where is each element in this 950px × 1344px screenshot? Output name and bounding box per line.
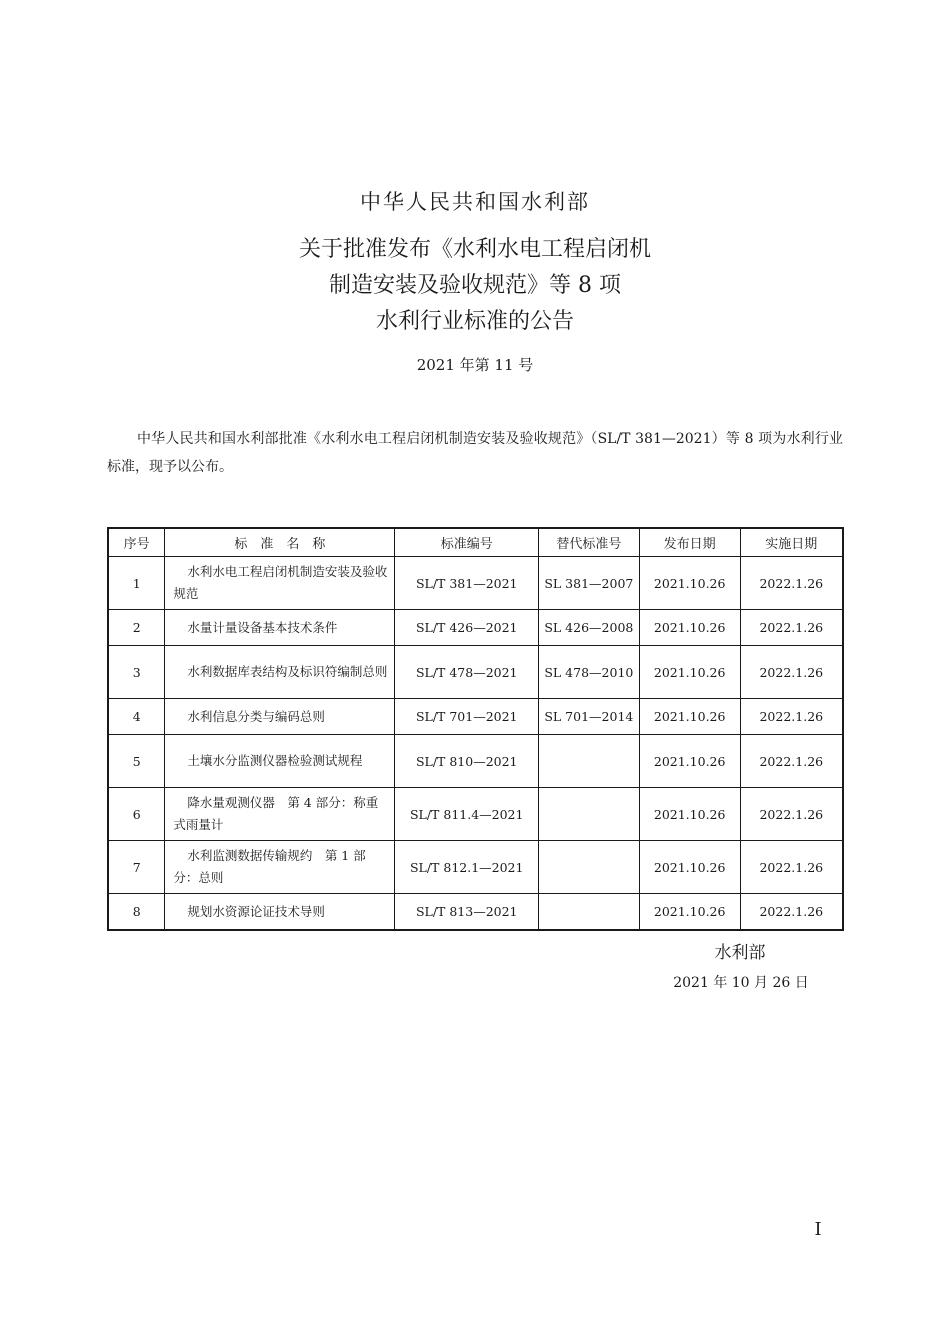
header-standard-name: 标 准 名 称: [165, 528, 395, 557]
title-line: 制造安装及验收规范》等 8 项: [329, 273, 621, 298]
published-cell: 2021.10.26: [639, 894, 740, 931]
effective-cell: 2022.1.26: [740, 735, 843, 788]
table-row: [108, 735, 843, 788]
table-row: [108, 610, 843, 646]
header-publish-date: 发布日期: [639, 528, 740, 557]
page-number: I: [814, 1219, 822, 1240]
effective-cell: 2022.1.26: [740, 788, 843, 841]
name-cell: 水利水电工程启闭机制造安装及验收规范: [165, 557, 395, 610]
table-header-row: [108, 528, 843, 557]
name-cell: 水量计量设备基本技术条件: [165, 610, 395, 646]
announcement-paragraph: 中华人民共和国水利部批准《水利水电工程启闭机制造安装及验收规范》（SL/T 381—2021）等 8 项为水利行业标准，现予以公布。: [107, 431, 843, 475]
effective-cell: 2022.1.26: [740, 841, 843, 894]
name-cell: 水利信息分类与编码总则: [165, 699, 395, 735]
name-cell: 规划水资源论证技术导则: [165, 894, 395, 931]
standards-table: [107, 527, 844, 931]
header-effective-date: 实施日期: [740, 528, 843, 557]
code-cell: SL/T 813—2021: [395, 894, 539, 931]
published-cell: 2021.10.26: [639, 610, 740, 646]
table-row: [108, 788, 843, 841]
replaces-cell: SL 381—2007: [539, 557, 640, 610]
serial-cell: 8: [108, 894, 165, 931]
code-cell: SL/T 426—2021: [395, 610, 539, 646]
name-cell: 土壤水分监测仪器检验测试规程: [165, 735, 395, 788]
table-row: [108, 841, 843, 894]
serial-cell: 2: [108, 610, 165, 646]
issuing-organization: 中华人民共和国水利部: [360, 190, 590, 214]
replaces-cell: SL 701—2014: [539, 699, 640, 735]
header-serial: 序号: [108, 528, 165, 557]
table-row: [108, 894, 843, 931]
table-row: [108, 699, 843, 735]
serial-cell: 1: [108, 557, 165, 610]
published-cell: 2021.10.26: [639, 557, 740, 610]
effective-cell: 2022.1.26: [740, 557, 843, 610]
serial-cell: 3: [108, 646, 165, 699]
published-cell: 2021.10.26: [639, 735, 740, 788]
replaces-cell: SL 478—2010: [539, 646, 640, 699]
code-cell: SL/T 478—2021: [395, 646, 539, 699]
replaces-cell: [539, 788, 640, 841]
code-cell: SL/T 701—2021: [395, 699, 539, 735]
header-replaced-code: 替代标准号: [539, 528, 640, 557]
replaces-cell: [539, 841, 640, 894]
serial-cell: 7: [108, 841, 165, 894]
signature: 水利部: [714, 943, 766, 963]
code-cell: SL/T 381—2021: [395, 557, 539, 610]
document-number: 2021 年第 11 号: [416, 356, 534, 374]
replaces-cell: [539, 735, 640, 788]
table-row: [108, 557, 843, 610]
serial-cell: 4: [108, 699, 165, 735]
name-cell: 水利数据库表结构及标识符编制总则: [165, 646, 395, 699]
replaces-cell: SL 426—2008: [539, 610, 640, 646]
published-cell: 2021.10.26: [639, 646, 740, 699]
title-line: 水利行业标准的公告: [375, 309, 574, 334]
published-cell: 2021.10.26: [639, 841, 740, 894]
name-cell: 水利监测数据传输规约 第 1 部分：总则: [165, 841, 395, 894]
signature-date: 2021 年 10 月 26 日: [673, 975, 809, 991]
effective-cell: 2022.1.26: [740, 646, 843, 699]
code-cell: SL/T 810—2021: [395, 735, 539, 788]
replaces-cell: [539, 894, 640, 931]
effective-cell: 2022.1.26: [740, 699, 843, 735]
published-cell: 2021.10.26: [639, 699, 740, 735]
announcement-title: [0, 232, 950, 340]
serial-cell: 6: [108, 788, 165, 841]
table-row: [108, 646, 843, 699]
code-cell: SL/T 811.4—2021: [395, 788, 539, 841]
title-line: 关于批准发布《水利水电工程启闭机: [298, 237, 651, 262]
effective-cell: 2022.1.26: [740, 894, 843, 931]
published-cell: 2021.10.26: [639, 788, 740, 841]
header-standard-code: 标准编号: [395, 528, 539, 557]
effective-cell: 2022.1.26: [740, 610, 843, 646]
code-cell: SL/T 812.1—2021: [395, 841, 539, 894]
name-cell: 降水量观测仪器 第 4 部分：称重式雨量计: [165, 788, 395, 841]
serial-cell: 5: [108, 735, 165, 788]
